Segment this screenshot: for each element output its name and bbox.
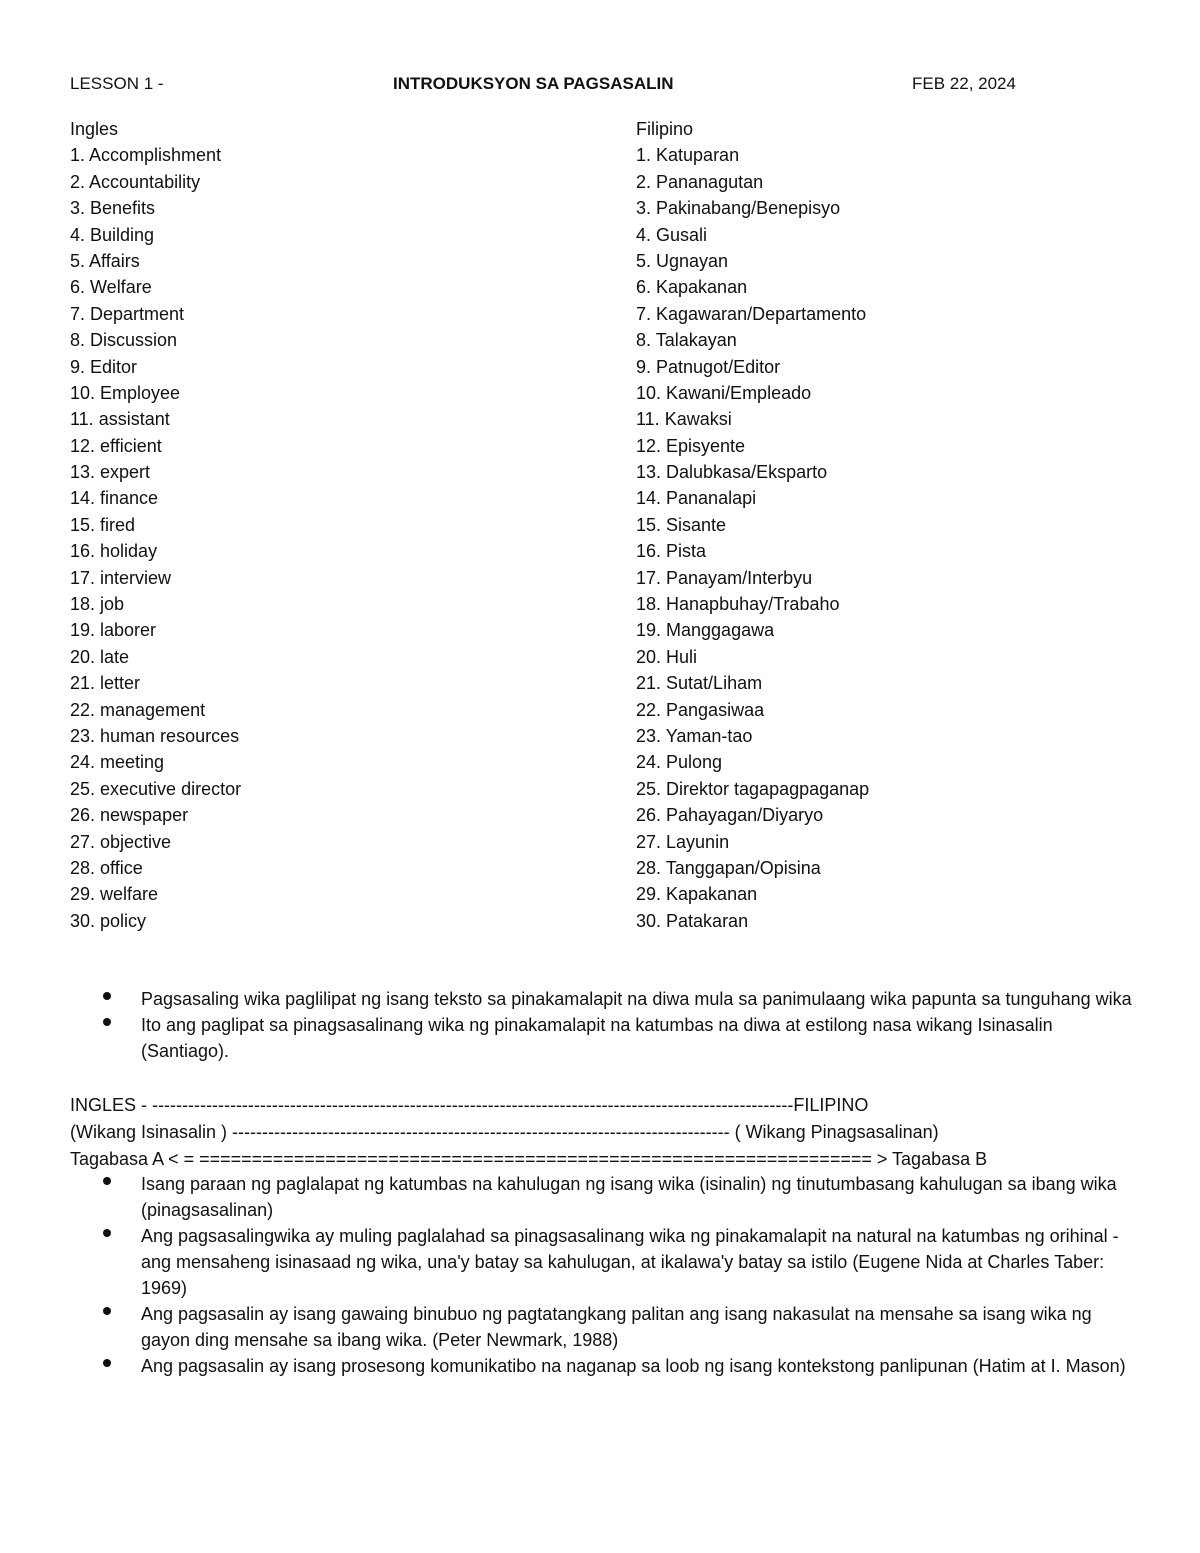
english-term: 6. Welfare: [70, 277, 152, 298]
filipino-term: 19. Manggagawa: [636, 620, 775, 641]
list-item-text: Ang pagsasalin ay isang prosesong komunikatibo na naganap sa loob ng isang kontekstong panlipunan (Hatim at I. Mason): [141, 1356, 1126, 1376]
english-term: 28. office: [70, 857, 143, 878]
english-heading: Ingles: [70, 119, 119, 139]
english-term: 8. Discussion: [70, 330, 178, 351]
english-term: 5. Affairs: [70, 250, 140, 271]
filipino-term: 16. Pista: [636, 541, 707, 562]
english-term: 11. assistant: [70, 409, 170, 430]
filipino-term: 6. Kapakanan: [636, 277, 748, 298]
filipino-term: 27. Layunin: [636, 831, 730, 852]
filipino-term: 4. Gusali: [636, 224, 708, 245]
filipino-term: 18. Hanapbuhay/Trabaho: [636, 594, 840, 615]
english-term: 19. laborer: [70, 620, 157, 641]
english-term: 7. Department: [70, 303, 185, 324]
english-term: 18. job: [70, 594, 125, 615]
filipino-term: 1. Katuparan: [636, 145, 740, 166]
list-item-text: Ito ang paglipat sa pinagsasalinang wika ng pinakamalapit na katumbas na diwa at estilong nasa wikang Isinasalin (Santiago).: [141, 1015, 1053, 1061]
filipino-term: 2. Pananagutan: [636, 171, 764, 192]
list-item: [70, 1353, 1140, 1379]
filipino-heading: Filipino: [636, 119, 694, 139]
list-item-text: Ang pagsasalin ay isang gawaing binubuo ng pagtatangkang palitan ang isang nakasulat na mensahe sa isang wika ng gayon ding mensahe sa ibang wika. (Peter Newmark, 1988): [141, 1304, 1092, 1350]
english-term: 9. Editor: [70, 356, 138, 377]
filipino-term: 29. Kapakanan: [636, 884, 758, 905]
filipino-term: 14. Pananalapi: [636, 488, 757, 509]
direction-line-terms: (Wikang Isinasalin ) ----------------------------------------------------------------------------------- ( Wikang Pinagsasalinan): [70, 1122, 939, 1142]
filipino-term: 26. Pahayagan/Diyaryo: [636, 805, 824, 826]
filipino-term: 17. Panayam/Interbyu: [636, 567, 813, 588]
filipino-term: 28. Tanggapan/Opisina: [636, 857, 821, 878]
english-term: 14. finance: [70, 488, 159, 509]
filipino-term: 25. Direktor tagapagpaganap: [636, 778, 870, 799]
lesson-date: FEB 22, 2024: [912, 74, 1016, 93]
list-item: [70, 1223, 1140, 1301]
english-term: 21. letter: [70, 673, 141, 694]
filipino-term: 7. Kagawaran/Departamento: [636, 303, 867, 324]
english-term: 12. efficient: [70, 435, 162, 456]
bullet-icon: [103, 1307, 111, 1315]
page-title: INTRODUKSYON SA PAGSASALIN: [393, 74, 674, 93]
filipino-term: 13. Dalubkasa/Eksparto: [636, 462, 828, 483]
english-term: 29. welfare: [70, 884, 159, 905]
english-term: 10. Employee: [70, 382, 181, 403]
english-term: 24. meeting: [70, 752, 165, 773]
english-term: 27. objective: [70, 831, 172, 852]
filipino-term: 5. Ugnayan: [636, 250, 729, 271]
filipino-term: 20. Huli: [636, 646, 698, 667]
list-item-text: Ang pagsasalingwika ay muling paglalahad sa pinagsasalinang wika ng pinakamalapit na natural na katumbas ng orihinal - ang mensaheng isinasaad ng wika, una'y batay sa kahulugan, at ikalawa'y batay sa istilo (Eugene Nida at Charles Taber: 1969): [141, 1226, 1119, 1298]
list-item: [70, 1301, 1140, 1353]
filipino-term: 15. Sisante: [636, 514, 727, 535]
filipino-term: 30. Patakaran: [636, 910, 749, 931]
page-header: [70, 74, 1030, 98]
filipino-column: [636, 116, 869, 934]
list-item: [70, 1012, 1140, 1064]
filipino-term: 21. Sutat/Liham: [636, 673, 763, 694]
filipino-term: 12. Episyente: [636, 435, 746, 456]
filipino-term: 3. Pakinabang/Benepisyo: [636, 198, 841, 219]
english-term: 2. Accountability: [70, 171, 201, 192]
list-item: [70, 986, 1140, 1012]
list-item-text: Pagsasaling wika paglilipat ng isang teksto sa pinakamalapit na diwa mula sa panimulaang wika papunta sa tunguhang wika: [141, 989, 1132, 1009]
direction-line-readers: Tagabasa A < = ================================================================ > Tagabasa B: [70, 1149, 988, 1169]
english-term: 17. interview: [70, 567, 172, 588]
english-term: 22. management: [70, 699, 206, 720]
english-term: 25. executive director: [70, 778, 242, 799]
bullet-icon: [103, 1018, 111, 1026]
bullet-icon: [103, 1229, 111, 1237]
list-item-text: Isang paraan ng paglalapat ng katumbas na kahulugan ng isang wika (isinalin) ng tinutumbasang kahulugan sa ibang wika (pinagsasalinan): [141, 1174, 1117, 1220]
english-term: 26. newspaper: [70, 805, 189, 826]
definition-list-bottom: [70, 1171, 1140, 1379]
english-term: 30. policy: [70, 910, 147, 931]
bullet-icon: [103, 1359, 111, 1367]
bullet-icon: [103, 992, 111, 1000]
english-column: [70, 116, 241, 934]
direction-line-languages: INGLES - -----------------------------------------------------------------------------------------------------------FILIPINO: [70, 1095, 869, 1115]
english-term: 15. fired: [70, 514, 136, 535]
bullet-icon: [103, 1177, 111, 1185]
english-term: 16. holiday: [70, 541, 158, 562]
english-term: 3. Benefits: [70, 198, 156, 219]
english-term: 13. expert: [70, 462, 151, 483]
filipino-term: 23. Yaman-tao: [636, 725, 753, 746]
filipino-term: 10. Kawani/Empleado: [636, 382, 812, 403]
filipino-term: 11. Kawaksi: [636, 409, 732, 430]
english-term: 23. human resources: [70, 725, 240, 746]
filipino-term: 22. Pangasiwaa: [636, 699, 765, 720]
lesson-label: LESSON 1 -: [70, 74, 164, 93]
filipino-term: 24. Pulong: [636, 752, 723, 773]
filipino-term: 9. Patnugot/Editor: [636, 356, 781, 377]
filipino-term: 8. Talakayan: [636, 330, 737, 351]
list-item: [70, 1171, 1140, 1223]
english-term: 4. Building: [70, 224, 155, 245]
english-term: 1. Accomplishment: [70, 145, 222, 166]
english-term: 20. late: [70, 646, 130, 667]
definition-list-top: [70, 986, 1140, 1064]
